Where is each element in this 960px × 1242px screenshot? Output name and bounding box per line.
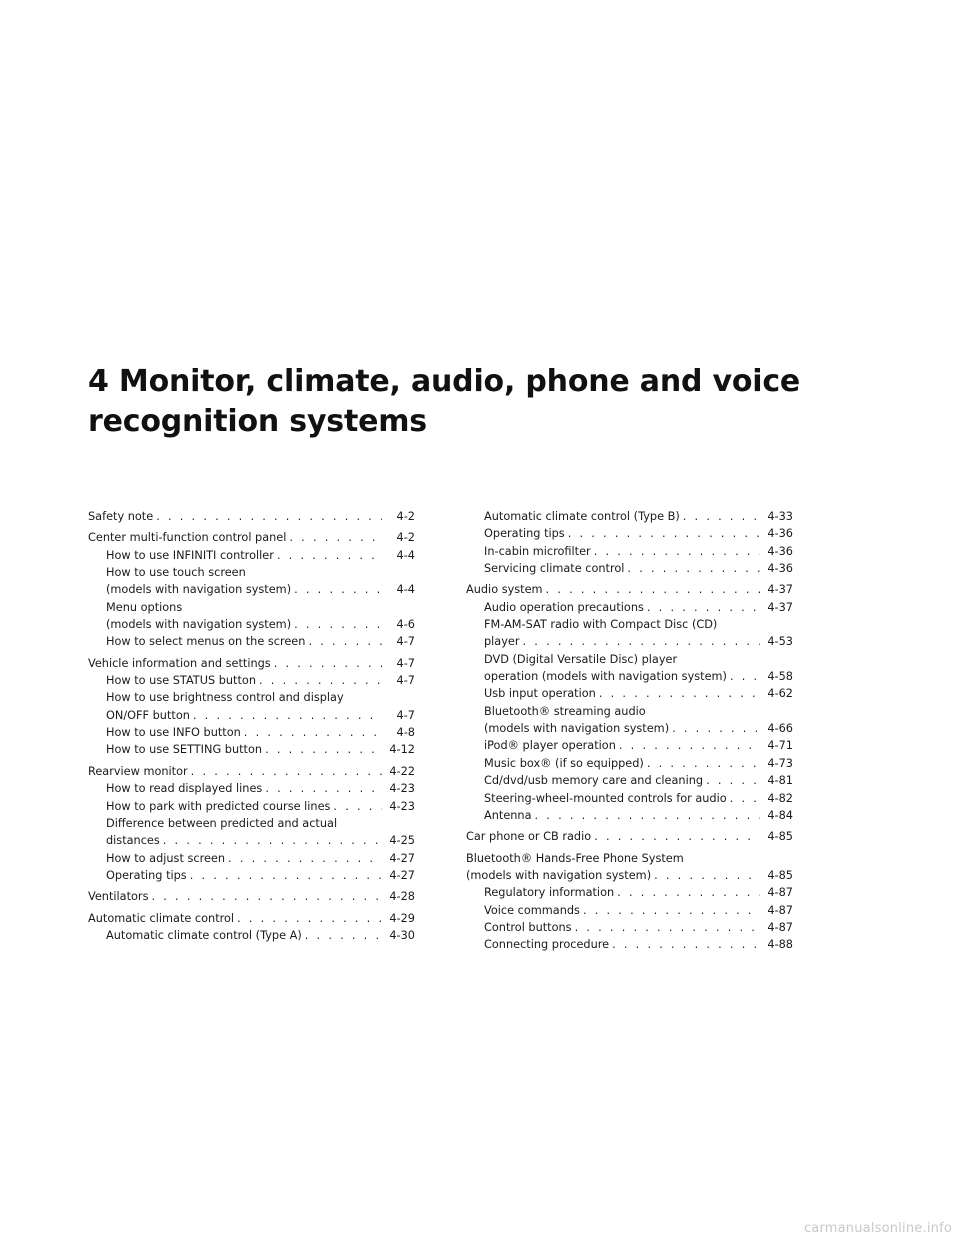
toc-entry-title: How to select menus on the screen <box>106 635 306 649</box>
dot-leader <box>193 707 382 724</box>
toc-entry-title: (models with navigation system) <box>106 618 292 632</box>
toc-entry-row <box>484 807 793 824</box>
dot-leader <box>683 508 760 525</box>
toc-entry-page: 4-27 <box>389 868 415 882</box>
toc-entry-row <box>106 547 415 564</box>
toc-entry-row <box>484 633 793 650</box>
toc-entry-page: 4-2 <box>396 510 415 523</box>
dot-leader <box>265 780 382 797</box>
toc-entry-page: 4-84 <box>767 808 793 822</box>
toc-entry-row <box>106 672 415 689</box>
toc-entry-page: 4-88 <box>767 938 793 952</box>
toc-entry-row <box>106 741 415 758</box>
toc-entry[interactable] <box>466 685 793 702</box>
dot-leader <box>191 763 382 780</box>
dot-leader <box>599 685 760 702</box>
toc-entry[interactable] <box>88 633 415 650</box>
dot-leader <box>274 655 382 672</box>
toc-entry-row <box>484 919 793 936</box>
toc-entry-row <box>106 707 415 724</box>
toc-entry-title: Ventilators <box>88 890 149 904</box>
toc-entry-title: Audio operation precautions <box>484 600 644 614</box>
dot-leader <box>706 772 760 789</box>
toc-entry-page: 4-2 <box>396 531 415 545</box>
toc-entry-title: Usb input operation <box>484 687 596 701</box>
dot-leader <box>575 919 760 936</box>
toc-entry-row <box>88 508 415 525</box>
toc-entry-page: 4-25 <box>389 834 415 848</box>
toc-entry-title: operation (models with navigation system) <box>484 670 727 684</box>
toc-left-column <box>88 508 415 944</box>
dot-leader <box>546 581 760 598</box>
toc-entry[interactable] <box>88 741 415 758</box>
toc-entry-row <box>88 763 415 780</box>
dot-leader <box>730 668 760 685</box>
toc-entry-title: Servicing climate control <box>484 562 625 576</box>
dot-leader <box>277 547 382 564</box>
toc-entry-title: (models with navigation system) <box>484 722 670 736</box>
toc-entry-title: (models with navigation system) <box>466 868 652 882</box>
toc-entry-page: 4-12 <box>389 743 415 757</box>
toc-entry-page: 4-36 <box>767 544 793 558</box>
toc-entry-page: 4-23 <box>389 782 415 796</box>
toc-entry-page: 4-36 <box>767 562 793 576</box>
toc-entry[interactable] <box>466 884 793 901</box>
dot-leader <box>289 529 382 546</box>
toc-entry[interactable] <box>466 790 793 807</box>
toc-entry[interactable] <box>88 672 415 689</box>
toc-entry-line: FM-AM-SAT radio with Compact Disc (CD) <box>484 618 718 632</box>
toc-entry-page: 4-36 <box>767 527 793 541</box>
dot-leader <box>730 790 760 807</box>
toc-entry-title: Antenna <box>484 808 532 822</box>
dot-leader <box>654 867 760 884</box>
dot-leader <box>583 902 760 919</box>
toc-entry-row <box>106 724 415 741</box>
dot-leader <box>333 798 382 815</box>
toc-entry-row <box>88 910 415 927</box>
toc-entry[interactable] <box>466 599 793 616</box>
toc-entry-row <box>484 668 793 685</box>
toc-entry[interactable] <box>88 763 415 780</box>
toc-entry-row <box>88 655 415 672</box>
toc-entry-page: 4-53 <box>767 635 793 649</box>
toc-entry-line: How to use brightness control and display <box>106 691 344 705</box>
dot-leader <box>308 633 382 650</box>
toc-entry[interactable] <box>466 651 793 686</box>
toc-entry-title: ON/OFF button <box>106 708 190 722</box>
dot-leader <box>672 720 760 737</box>
toc-entry-title: (models with navigation system) <box>106 583 292 597</box>
toc-entry[interactable] <box>88 508 415 525</box>
toc-entry-page: 4-37 <box>767 600 793 614</box>
toc-entry-page: 4-85 <box>767 868 793 882</box>
toc-entry-row <box>484 772 793 789</box>
toc-entry-row <box>484 755 793 772</box>
dot-leader <box>523 633 760 650</box>
toc-entry[interactable] <box>88 655 415 672</box>
toc-entry-title: In-cabin microfilter <box>484 544 591 558</box>
toc-entry-page: 4-6 <box>396 618 415 632</box>
toc-entry[interactable] <box>88 529 415 546</box>
toc-entry-row <box>484 936 793 953</box>
toc-entry[interactable] <box>466 737 793 754</box>
dot-leader <box>259 672 382 689</box>
dot-leader <box>151 888 382 905</box>
toc-entry-page: 4-8 <box>396 726 415 740</box>
dot-leader <box>612 936 760 953</box>
toc-entry-page: 4-7 <box>396 656 415 670</box>
dot-leader <box>163 832 382 849</box>
toc-entry[interactable] <box>466 616 793 651</box>
toc-entry-row <box>106 927 415 944</box>
toc-entry-page: 4-87 <box>767 903 793 917</box>
toc-entry-title: Safety note <box>88 510 154 523</box>
dot-leader <box>265 741 382 758</box>
toc-entry-page: 4-30 <box>389 928 415 942</box>
toc-entry[interactable] <box>466 543 793 560</box>
toc-entry-line: Bluetooth® streaming audio <box>484 704 646 718</box>
toc-entry-page: 4-27 <box>389 851 415 865</box>
toc-entry-title: Steering-wheel-mounted controls for audio <box>484 791 727 805</box>
toc-entry[interactable] <box>88 547 415 564</box>
toc-entry-row <box>484 525 793 542</box>
toc-entry[interactable] <box>88 910 415 927</box>
toc-entry[interactable] <box>88 815 415 850</box>
dot-leader <box>237 910 382 927</box>
toc-entry-title: How to use INFINITI controller <box>106 548 274 562</box>
toc-entry-row <box>106 780 415 797</box>
toc-entry[interactable] <box>88 850 415 867</box>
toc-entry-title: Automatic climate control (Type B) <box>484 510 680 523</box>
toc-entry-line: Bluetooth® Hands-Free Phone System <box>466 851 684 865</box>
toc-entry[interactable] <box>466 919 793 936</box>
toc-entry-line: Difference between predicted and actual <box>106 816 338 830</box>
toc-entry-page: 4-71 <box>767 739 793 753</box>
toc-entry-row <box>466 828 793 845</box>
toc-entry-title: Audio system <box>466 583 543 597</box>
toc-entry[interactable] <box>466 581 793 598</box>
toc-entry-title: Voice commands <box>484 903 580 917</box>
toc-entry-title: player <box>484 635 520 649</box>
toc-entry-row <box>484 508 793 525</box>
toc-entry[interactable] <box>88 689 415 724</box>
toc-entry[interactable] <box>466 560 793 577</box>
toc-entry[interactable] <box>88 927 415 944</box>
toc-entry-row <box>484 790 793 807</box>
toc-entry-title: How to park with predicted course lines <box>106 799 331 813</box>
toc-entry-page: 4-23 <box>389 799 415 813</box>
toc-entry-page: 4-66 <box>767 722 793 736</box>
toc-entry-line: DVD (Digital Versatile Disc) player <box>484 652 678 666</box>
toc-entry-page: 4-7 <box>396 708 415 722</box>
chapter-title-line-2: recognition systems <box>88 404 427 439</box>
toc-entry[interactable] <box>88 599 415 634</box>
toc-entry-page: 4-58 <box>767 670 793 684</box>
toc-entry-title: Automatic climate control (Type A) <box>106 928 302 942</box>
toc-right-column <box>466 508 793 954</box>
chapter-title <box>88 362 908 442</box>
toc-entry-title: distances <box>106 834 160 848</box>
dot-leader <box>619 737 760 754</box>
toc-entry-row <box>484 543 793 560</box>
toc-entry-title: Music box® (if so equipped) <box>484 756 644 770</box>
dot-leader <box>535 807 760 824</box>
toc-entry-row <box>484 560 793 577</box>
toc-entry[interactable] <box>466 902 793 919</box>
toc-entry-page: 4-73 <box>767 756 793 770</box>
toc-entry-row <box>88 888 415 905</box>
toc-entry[interactable] <box>466 936 793 953</box>
watermark[interactable]: carmanualsonline.info <box>803 1221 952 1236</box>
toc-entry-page: 4-62 <box>767 687 793 701</box>
toc-entry-row <box>466 581 793 598</box>
toc-entry-row <box>106 850 415 867</box>
toc-entry[interactable] <box>88 867 415 884</box>
toc-entry[interactable] <box>466 755 793 772</box>
toc-entry[interactable] <box>88 780 415 797</box>
dot-leader <box>594 543 760 560</box>
toc-entry-page: 4-85 <box>767 830 793 844</box>
toc-entry-page: 4-22 <box>389 764 415 778</box>
toc-entry-page: 4-28 <box>389 890 415 904</box>
toc-entry-page: 4-29 <box>389 911 415 925</box>
toc-entry-row <box>106 867 415 884</box>
toc-entry-page: 4-7 <box>396 635 415 649</box>
toc-entry-title: Operating tips <box>106 868 187 882</box>
toc-entry[interactable] <box>466 850 793 885</box>
toc-entry[interactable] <box>466 508 793 525</box>
toc-entry-title: How to read displayed lines <box>106 782 263 796</box>
toc-entry-row <box>106 832 415 849</box>
dot-leader <box>568 525 760 542</box>
toc-entry-title: How to use INFO button <box>106 726 241 740</box>
toc-entry-title: Operating tips <box>484 527 565 541</box>
toc-entry-page: 4-37 <box>767 583 793 597</box>
toc-entry-title: How to use STATUS button <box>106 674 256 688</box>
toc-entry-page: 4-4 <box>396 583 415 597</box>
toc-entry-page: 4-81 <box>767 774 793 788</box>
toc-entry-row <box>106 581 415 598</box>
dot-leader <box>244 724 382 741</box>
toc-entry-title: How to use SETTING button <box>106 743 263 757</box>
toc-entry-page: 4-87 <box>767 886 793 900</box>
toc-entry-row <box>106 798 415 815</box>
dot-leader <box>156 508 382 525</box>
dot-leader <box>627 560 760 577</box>
dot-leader <box>190 867 382 884</box>
toc-entry-row <box>106 633 415 650</box>
toc-entry-page: 4-7 <box>396 674 415 688</box>
toc-entry-title: How to adjust screen <box>106 851 226 865</box>
toc-entry-row <box>484 737 793 754</box>
toc-entry-page: 4-4 <box>396 548 415 562</box>
toc-entry-title: Center multi-function control panel <box>88 531 287 545</box>
toc-entry-row <box>484 720 793 737</box>
toc-entry-page: 4-33 <box>767 510 793 523</box>
toc-entry[interactable] <box>88 724 415 741</box>
toc-entry[interactable] <box>466 828 793 845</box>
toc-entry-title: Control buttons <box>484 920 572 934</box>
toc-entry-title: Rearview monitor <box>88 764 188 778</box>
toc-entry[interactable] <box>466 772 793 789</box>
dot-leader <box>647 599 760 616</box>
dot-leader <box>594 828 760 845</box>
toc-entry-page: 4-87 <box>767 920 793 934</box>
dot-leader <box>294 616 382 633</box>
dot-leader <box>228 850 382 867</box>
toc-entry-title: Automatic climate control <box>88 911 235 925</box>
toc-entry-title: Regulatory information <box>484 886 615 900</box>
toc-entry-row <box>484 685 793 702</box>
toc-entry-row <box>484 599 793 616</box>
toc-entry-title: Car phone or CB radio <box>466 830 592 844</box>
toc-entry-line: Menu options <box>106 600 183 614</box>
toc-entry-title: Vehicle information and settings <box>88 656 271 670</box>
toc-entry-title: Connecting procedure <box>484 938 610 952</box>
toc-entry-title: iPod® player operation <box>484 739 616 753</box>
toc-entry-row <box>484 884 793 901</box>
toc-entry[interactable] <box>88 888 415 905</box>
toc-entry-page: 4-82 <box>767 791 793 805</box>
toc-entry[interactable] <box>88 798 415 815</box>
dot-leader <box>305 927 382 944</box>
toc-entry[interactable] <box>88 564 415 599</box>
toc-entry[interactable] <box>466 703 793 738</box>
toc-entry-row <box>106 616 415 633</box>
toc-entry-row <box>466 867 793 884</box>
toc-entry-row <box>88 529 415 546</box>
toc-entry-title: Cd/dvd/usb memory care and cleaning <box>484 774 704 788</box>
toc-entry[interactable] <box>466 807 793 824</box>
toc-entry-line: How to use touch screen <box>106 566 246 580</box>
dot-leader <box>617 884 760 901</box>
dot-leader <box>647 755 760 772</box>
toc-entry[interactable] <box>466 525 793 542</box>
chapter-title-line-1: 4 Monitor, climate, audio, phone and voice <box>88 364 801 399</box>
toc-entry-row <box>484 902 793 919</box>
dot-leader <box>294 581 382 598</box>
